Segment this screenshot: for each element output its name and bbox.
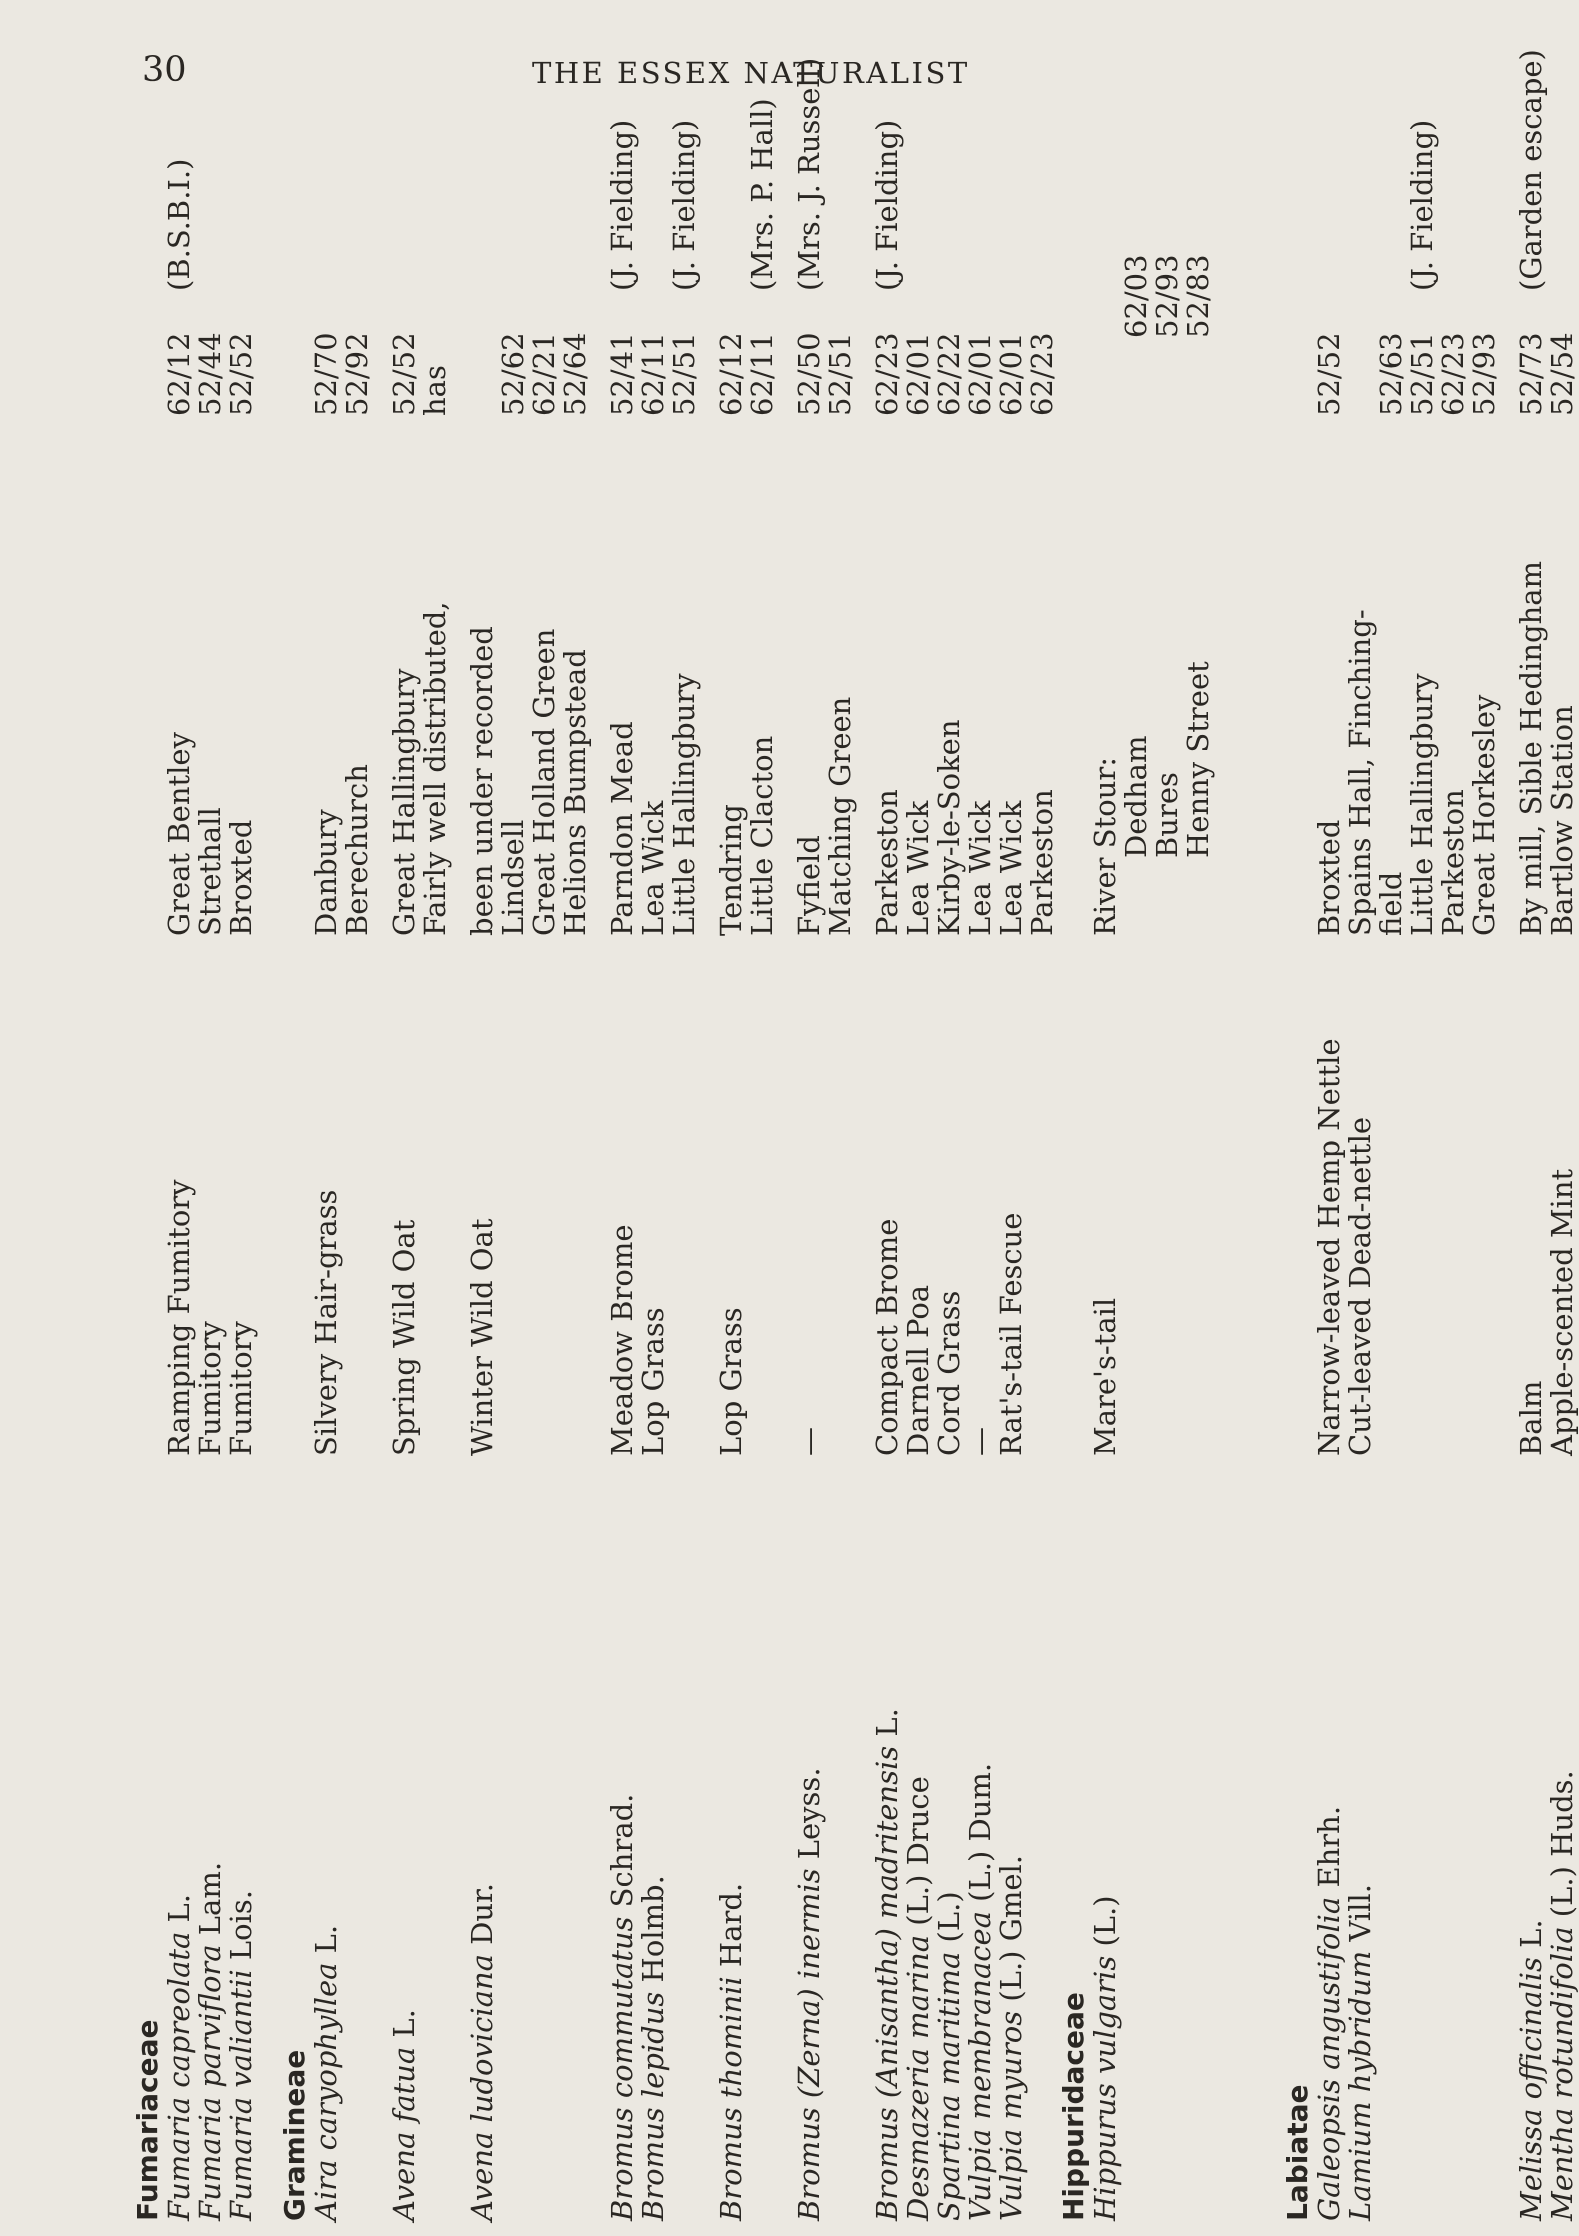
table-row: [164, 141, 195, 2221]
common-name-cell: —: [792, 1427, 826, 1456]
grid-ref-cell: 62/11: [745, 332, 779, 416]
species-cell: [934, 1456, 965, 2221]
species-author: Holmb.: [636, 1875, 670, 1992]
table-row: [1514, 49, 1548, 2221]
species-name: Desmazeria marina: [901, 1934, 935, 2221]
table-row: [605, 119, 639, 2221]
species-cell: [226, 1456, 257, 2221]
table-row: [226, 141, 257, 2221]
grid-ref-cell: 52/54: [1545, 332, 1579, 416]
species-name: Fumaria parviflora: [193, 1944, 227, 2221]
row-spacer: [373, 141, 389, 2221]
locality-cell: Great Holland Green: [527, 628, 561, 936]
grid-ref-cell: 52/83: [1181, 254, 1215, 338]
grid-ref-cell: 62/23: [870, 332, 904, 416]
table-row: [342, 141, 373, 2221]
locality-cell: Parkeston: [870, 789, 904, 936]
species-cell: [467, 1456, 498, 2221]
species-author: L.: [387, 2009, 421, 2047]
common-name-cell: Winter Wild Oat: [465, 1218, 499, 1456]
table-row: [667, 119, 701, 2221]
locality-cell: Broxted: [1312, 819, 1346, 936]
locality-cell: Parndon Mead: [605, 721, 639, 936]
grid-ref-cell: 52/44: [193, 332, 227, 416]
section-spacer: [1214, 141, 1282, 2221]
family-heading: Hippuridaceae: [1057, 1992, 1090, 2221]
locality-cell: Parkeston: [1025, 789, 1059, 936]
common-name-cell: Silvery Hair-grass: [309, 1189, 343, 1456]
recorder-cell: (J. Fielding): [870, 119, 904, 291]
table-row: [1438, 141, 1469, 2221]
locality-cell: Great Bentley: [162, 732, 196, 936]
common-name-cell: Lop Grass: [636, 1307, 670, 1456]
common-name-cell: Meadow Brome: [605, 1224, 639, 1456]
table-row: [498, 141, 529, 2221]
grid-ref-cell: 62/03: [1119, 254, 1153, 338]
species-name: Melissa officinalis: [1514, 1957, 1548, 2221]
species-cell: [1547, 1456, 1578, 2221]
common-name-cell: Apple-scented Mint: [1545, 1168, 1579, 1456]
species-author: Ehrh.: [1312, 1805, 1346, 1897]
table-row: [638, 141, 669, 2221]
grid-ref-cell: 52/51: [823, 332, 857, 416]
recorder-cell: (B.S.B.I.): [162, 158, 196, 291]
grid-ref-cell: 52/92: [340, 332, 374, 416]
common-name-cell: Balm: [1514, 1380, 1548, 1456]
locality-cell: By mill, Sible Hedingham: [1514, 560, 1548, 936]
species-author: Dur.: [465, 1883, 499, 1955]
table-row: [903, 141, 934, 2221]
species-name: Hippurus vulgaris: [1088, 1955, 1122, 2221]
locality-cell: Henny Street: [1181, 661, 1215, 858]
grid-ref-cell: 62/12: [714, 332, 748, 416]
locality-cell: Lea Wick: [901, 800, 935, 936]
species-author: (L.): [1088, 1895, 1122, 1956]
family-heading: Fumariaceae: [131, 2019, 164, 2221]
species-author: (L.): [932, 1891, 966, 1952]
locality-cell: Danbury: [309, 809, 343, 936]
species-author: L.: [1514, 1919, 1548, 1958]
species-name: Bromus thominii: [714, 1976, 748, 2221]
common-name-cell: Fumitory: [193, 1321, 227, 1456]
table-row: [745, 98, 779, 2221]
species-author: Schrad.: [605, 1793, 639, 1917]
grid-ref-cell: 52/93: [1150, 254, 1184, 338]
species-cell: [1345, 1456, 1376, 2221]
section-spacer: [257, 141, 279, 2221]
species-cell: [1516, 1456, 1547, 2221]
locality-cell: Dedham: [1119, 735, 1153, 858]
table-row: [792, 57, 826, 2221]
species-cell: [607, 1456, 638, 2221]
species-cell: [996, 1456, 1027, 2221]
table-row: [1547, 141, 1578, 2221]
grid-ref-cell: 52/73: [1514, 332, 1548, 416]
common-name-cell: Compact Brome: [870, 1218, 904, 1456]
table-row: [1314, 141, 1345, 2221]
grid-ref-cell: 52/93: [1467, 332, 1501, 416]
locality-cell: Little Hallingbury: [1405, 673, 1439, 936]
grid-ref-cell: 62/11: [636, 332, 670, 416]
common-name-cell: Cut-leaved Dead-nettle: [1343, 1116, 1377, 1456]
grid-ref-cell: 52/70: [309, 332, 343, 416]
family-heading: Gramineae: [278, 2049, 311, 2221]
grid-ref-cell: 62/22: [932, 332, 966, 416]
page-header: [132, 50, 1392, 98]
grid-ref-cell: 62/21: [527, 332, 561, 416]
species-cell: [389, 1456, 420, 2221]
species-name: Lamium hybridum: [1343, 1950, 1377, 2221]
table-row: [1345, 141, 1376, 2221]
table-row: [389, 141, 420, 2221]
species-cell: [1314, 1456, 1345, 2221]
row-spacer: [1500, 141, 1516, 2221]
locality-cell: been under recorded: [465, 626, 499, 936]
table-row: [467, 141, 498, 2221]
species-name: Bromus (Zerna) inermis: [792, 1868, 826, 2221]
common-name-cell: Narrow-leaved Hemp Nettle: [1312, 1038, 1346, 1456]
species-cell: [872, 1456, 903, 2221]
species-author: Hard.: [714, 1882, 748, 1977]
species-cell: [311, 1456, 342, 2221]
locality-cell: River Stour:: [1088, 756, 1122, 936]
table-row: [1090, 141, 1121, 2221]
species-cell: [716, 1456, 747, 2221]
table-row: [934, 141, 965, 2221]
locality-cell: Kirby-le-Soken: [932, 719, 966, 936]
species-name: Vulpia membranacea: [963, 1911, 997, 2221]
locality-cell: Little Clacton: [745, 735, 779, 936]
grid-ref-cell: 62/01: [994, 332, 1028, 416]
species-name: Fumaria valiantii: [224, 1969, 258, 2221]
page-number: 30: [142, 50, 187, 90]
table-row: [1376, 141, 1407, 2221]
table-row: [996, 141, 1027, 2221]
species-name: Bromus (Anisantha) madritensis: [870, 1745, 904, 2221]
locality-cell: Parkeston: [1436, 789, 1470, 936]
common-name-cell: Mare's-tail: [1088, 1297, 1122, 1456]
species-name: Bromus lepidus: [636, 1991, 670, 2221]
species-name: Aira caryophyllea: [309, 1962, 343, 2221]
recorder-cell: (J. Fielding): [605, 119, 639, 291]
locality-cell: Broxted: [224, 819, 258, 936]
locality-cell: Spains Hall, Finching-: [1343, 609, 1377, 936]
table-row: [1121, 141, 1152, 2221]
locality-cell: Berechurch: [340, 764, 374, 936]
table-row: [965, 141, 996, 2221]
species-author: (L.) Dum.: [963, 1762, 997, 1912]
table-row: [870, 119, 904, 2221]
species-author: Vill.: [1343, 1884, 1377, 1951]
species-name: Spartina maritima: [932, 1951, 966, 2221]
common-name-cell: Fumitory: [224, 1321, 258, 1456]
locality-cell: Great Hallingbury: [387, 668, 421, 936]
common-name-cell: Spring Wild Oat: [387, 1219, 421, 1456]
grid-ref-cell: 62/01: [963, 332, 997, 416]
common-name-cell: Rat's-tail Fescue: [994, 1212, 1028, 1456]
locality-cell: field: [1374, 871, 1408, 936]
locality-cell: Lea Wick: [636, 800, 670, 936]
table-row: [529, 141, 560, 2221]
grid-ref-cell: 52/63: [1374, 332, 1408, 416]
table-row: [195, 141, 226, 2221]
table-row: [1405, 119, 1439, 2221]
species-author: Lam.: [193, 1861, 227, 1945]
grid-ref-cell: 52/62: [496, 332, 530, 416]
running-title: THE ESSEX NATURALIST: [532, 56, 970, 90]
grid-ref-cell: 52/51: [667, 332, 701, 416]
grid-ref-cell: 52/51: [1405, 332, 1439, 416]
table-row: [420, 141, 451, 2221]
species-author: Lois.: [224, 1890, 258, 1970]
table-row: [1027, 141, 1058, 2221]
locality-cell: Fairly well distributed,: [418, 601, 452, 936]
species-name: Bromus commutatus: [605, 1916, 639, 2221]
species-name: Fumaria capreolata: [162, 1931, 196, 2221]
species-cell: [164, 1456, 195, 2221]
recorder-cell: (Garden escape): [1514, 49, 1548, 291]
family-heading: Labiatae: [1281, 2084, 1314, 2221]
locality-cell: Bures: [1150, 772, 1184, 858]
recorder-cell: (Mrs. J. Russell): [792, 57, 826, 291]
species-cell: [1090, 1456, 1121, 2221]
grid-ref-cell: 52/52: [224, 332, 258, 416]
species-author: (L.) Huds.: [1545, 1770, 1579, 1927]
common-name-cell: Darnell Poa: [901, 1284, 935, 1456]
recorder-cell: (Mrs. P. Hall): [745, 98, 779, 291]
common-name-cell: —: [963, 1427, 997, 1456]
locality-cell: Matching Green: [823, 696, 857, 936]
locality-cell: Lea Wick: [963, 800, 997, 936]
common-name-cell: Cord Grass: [932, 1290, 966, 1456]
common-name-cell: Lop Grass: [714, 1307, 748, 1456]
species-cell: [638, 1456, 669, 2221]
locality-cell: Fyfield: [792, 835, 826, 936]
species-author: (L.) Gmel.: [994, 1854, 1028, 2011]
grid-ref-cell: 52/52: [387, 332, 421, 416]
locality-cell: Lea Wick: [994, 800, 1028, 936]
grid-ref-cell: 62/12: [162, 332, 196, 416]
recorder-cell: (J. Fielding): [1405, 119, 1439, 291]
locality-cell: Lindsell: [496, 819, 530, 936]
species-name: Galeopsis angustifolia: [1312, 1896, 1346, 2221]
species-author: Leyss.: [792, 1767, 826, 1869]
locality-cell: Bartlow Station: [1545, 705, 1579, 936]
grid-ref-cell: 52/50: [792, 332, 826, 416]
species-author: L.: [309, 1924, 343, 1963]
species-cell: [195, 1456, 226, 2221]
locality-cell: Little Hallingbury: [667, 673, 701, 936]
table-row: [560, 141, 591, 2221]
table-row: [1152, 141, 1183, 2221]
species-author: L.: [870, 1708, 904, 1746]
table-row: [716, 141, 747, 2221]
table-row: [825, 141, 856, 2221]
species-author: (L.) Druce: [901, 1776, 935, 1935]
species-author: L.: [162, 1893, 196, 1932]
locality-cell: Helions Bumpstead: [558, 649, 592, 936]
locality-cell: Strethall: [193, 807, 227, 936]
grid-ref-cell: 52/52: [1312, 332, 1346, 416]
grid-ref-cell: 62/23: [1025, 332, 1059, 416]
species-name: Avena ludoviciana: [465, 1954, 499, 2221]
recorder-cell: (J. Fielding): [667, 119, 701, 291]
locality-cell: Great Horkesley: [1467, 694, 1501, 936]
species-name: Mentha rotundifolia: [1545, 1926, 1579, 2221]
grid-ref-cell: 52/41: [605, 332, 639, 416]
common-name-cell: Ramping Fumitory: [162, 1179, 196, 1456]
grid-ref-cell: 62/01: [901, 332, 935, 416]
locality-cell: Tendring: [714, 804, 748, 936]
grid-ref-cell: 62/23: [1436, 332, 1470, 416]
grid-ref-cell: has: [418, 365, 452, 416]
species-name: Vulpia myuros: [994, 2010, 1028, 2221]
species-cell: [794, 1456, 825, 2221]
species-cell: [903, 1456, 934, 2221]
table-row: [1183, 141, 1214, 2221]
species-name: Avena fatua: [387, 2046, 421, 2221]
table-row: [1469, 141, 1500, 2221]
grid-ref-cell: 52/64: [558, 332, 592, 416]
species-cell: [965, 1456, 996, 2221]
table-row: [311, 141, 342, 2221]
